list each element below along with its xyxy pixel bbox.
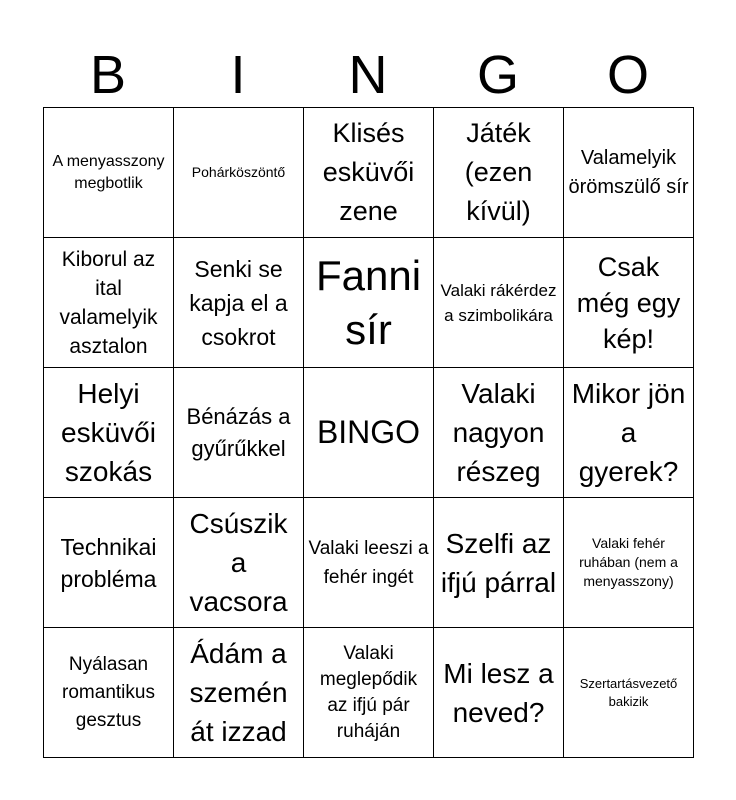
board-row <box>44 108 694 238</box>
cell-text: Csak még egy kép! <box>576 251 681 354</box>
bingo-cell[interactable] <box>304 368 434 498</box>
bingo-cell[interactable] <box>434 238 564 368</box>
cell-text: Helyi esküvői szokás <box>61 378 156 487</box>
cell-text: BINGO <box>316 414 421 450</box>
cell-text: Nyálasan romantikus gesztus <box>62 653 155 731</box>
bingo-cell[interactable] <box>44 368 174 498</box>
bingo-cell[interactable] <box>44 498 174 628</box>
bingo-cell[interactable] <box>304 238 434 368</box>
cell-text: Játék (ezen kívül) <box>464 118 533 226</box>
header-letter-b: B <box>89 45 127 105</box>
cell-text: Pohárköszöntő <box>191 164 286 180</box>
cell-text: Fanni sír <box>315 251 422 353</box>
header-letter-i: I <box>230 45 246 105</box>
bingo-cell[interactable] <box>434 368 564 498</box>
bingo-header <box>43 44 693 106</box>
bingo-cell[interactable] <box>174 238 304 368</box>
bingo-cell[interactable] <box>174 498 304 628</box>
bingo-cell[interactable] <box>564 238 694 368</box>
bingo-cell[interactable] <box>44 108 174 238</box>
bingo-cell[interactable] <box>564 108 694 238</box>
cell-text: Valamelyik örömszülő sír <box>568 146 689 198</box>
header-letter-n: N <box>348 45 388 105</box>
bingo-cell[interactable] <box>564 498 694 628</box>
bingo-cell[interactable] <box>564 368 694 498</box>
bingo-cell[interactable] <box>304 498 434 628</box>
board-row <box>44 628 694 758</box>
bingo-cell[interactable] <box>174 368 304 498</box>
cell-text: Szelfi az ifjú párral <box>440 527 557 598</box>
bingo-cell[interactable] <box>434 498 564 628</box>
board-row <box>44 498 694 628</box>
header-letter-g: G <box>476 45 519 105</box>
bingo-cell[interactable] <box>304 108 434 238</box>
cell-text: Klisés esküvői zene <box>322 118 415 226</box>
cell-text: Kiborul az ital valamelyik asztalon <box>59 247 158 358</box>
cell-text: Szertartásvezető bakizik <box>579 675 678 709</box>
bingo-cell[interactable] <box>434 628 564 758</box>
cell-text: Valaki meglepődik az ifjú pár ruháján <box>319 642 418 742</box>
cell-text: Valaki nagyon részeg <box>452 378 545 487</box>
cell-text: Ádám a szemén át izzad <box>189 638 288 747</box>
bingo-cell[interactable] <box>434 108 564 238</box>
bingo-cell[interactable] <box>564 628 694 758</box>
board-row <box>44 238 694 368</box>
cell-text: Valaki leeszi a fehér ingét <box>308 537 429 588</box>
cell-text: Valaki rákérdez a szimbolikára <box>440 280 557 325</box>
cell-text: Mikor jön a gyerek? <box>571 378 686 487</box>
bingo-board <box>43 107 694 758</box>
header-letter-o: O <box>606 45 649 105</box>
cell-text: A menyasszony megbotlik <box>52 152 165 192</box>
cell-text: Valaki fehér ruhában (nem a menyasszony) <box>579 535 678 589</box>
bingo-cell[interactable] <box>44 628 174 758</box>
bingo-cell[interactable] <box>304 628 434 758</box>
cell-text: Csúszik a vacsora <box>189 508 288 617</box>
bingo-cell[interactable] <box>174 628 304 758</box>
board-row <box>44 368 694 498</box>
cell-text: Senki se kapja el a csokrot <box>189 255 288 350</box>
cell-text: Bénázás a gyűrűkkel <box>186 403 291 461</box>
bingo-cell[interactable] <box>174 108 304 238</box>
bingo-cell[interactable] <box>44 238 174 368</box>
cell-text: Technikai probléma <box>60 533 157 592</box>
cell-text: Mi lesz a neved? <box>443 657 554 728</box>
